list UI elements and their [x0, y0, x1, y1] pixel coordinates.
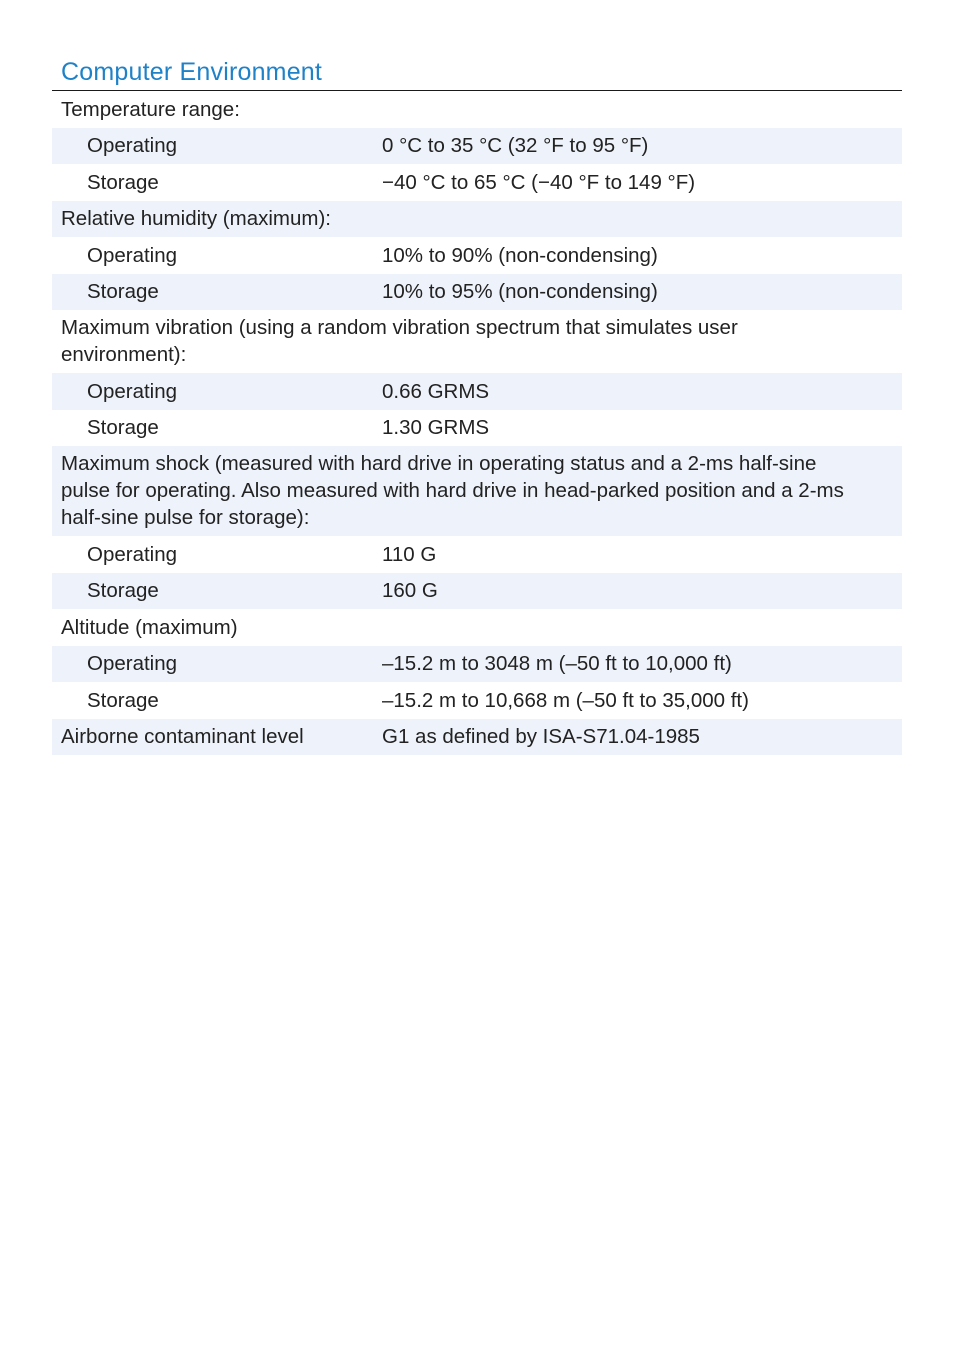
spec-label: Storage: [87, 579, 159, 603]
spec-value: −40 °C to 65 °C (−40 °F to 149 °F): [382, 170, 696, 194]
spec-value: 10% to 90% (non-condensing): [382, 243, 658, 267]
spec-label: Operating: [87, 134, 178, 158]
spec-label: Operating: [87, 542, 178, 566]
spec-value: 160 G: [382, 579, 438, 603]
spec-row-vibration-storage: [52, 410, 902, 447]
spec-row-temperature-storage: [52, 164, 902, 201]
spec-label: Temperature range:: [61, 97, 240, 121]
spec-row-humidity-storage: [52, 274, 902, 311]
spec-value: –15.2 m to 10,668 m (–50 ft to 35,000 ft): [382, 688, 749, 712]
spec-row-shock-storage: [52, 573, 902, 610]
spec-label: Altitude (maximum): [61, 615, 238, 639]
section-title: Computer Environment: [61, 58, 323, 86]
spec-row-shock: [52, 446, 902, 536]
spec-label: Storage: [87, 170, 159, 194]
spec-row-vibration-operating: [52, 373, 902, 410]
computer-environment-section: [52, 54, 902, 755]
spec-value: 10% to 95% (non-condensing): [382, 280, 658, 304]
spec-row-humidity-operating: [52, 237, 902, 274]
spec-row-shock-operating: [52, 536, 902, 573]
spec-value: 110 G: [382, 542, 437, 566]
spec-row-humidity: [52, 201, 902, 238]
spec-label: Maximum shock (measured with hard drive in operating status and a 2-ms half-sine pulse for operating. Also measured with hard drive in head-parked position and a 2-ms half-sine pulse for storage):: [61, 452, 844, 529]
spec-label: Storage: [87, 416, 159, 440]
spec-row-altitude-operating: [52, 646, 902, 683]
spec-row-airborne-contaminant: [52, 719, 902, 756]
spec-label: Operating: [87, 243, 178, 267]
spec-label: Airborne contaminant level: [61, 725, 304, 749]
spec-label: Operating: [87, 652, 178, 676]
spec-value: G1 as defined by ISA-S71.04-1985: [382, 725, 700, 749]
spec-value: 1.30 GRMS: [382, 416, 490, 440]
spec-value: 0.66 GRMS: [382, 379, 490, 403]
spec-row-temperature-operating: [52, 128, 902, 165]
spec-row-altitude: [52, 609, 902, 646]
spec-value: 0 °C to 35 °C (32 °F to 95 °F): [382, 134, 649, 158]
spec-label: Relative humidity (maximum):: [61, 207, 331, 231]
spec-row-temperature: [52, 91, 902, 128]
spec-row-vibration: [52, 310, 902, 373]
spec-label: Storage: [87, 280, 159, 304]
spec-value: –15.2 m to 3048 m (–50 ft to 10,000 ft): [382, 652, 732, 676]
spec-label: Operating: [87, 379, 178, 403]
spec-label: Maximum vibration (using a random vibration spectrum that simulates user environment):: [61, 316, 738, 366]
spec-row-altitude-storage: [52, 682, 902, 719]
spec-label: Storage: [87, 688, 159, 712]
